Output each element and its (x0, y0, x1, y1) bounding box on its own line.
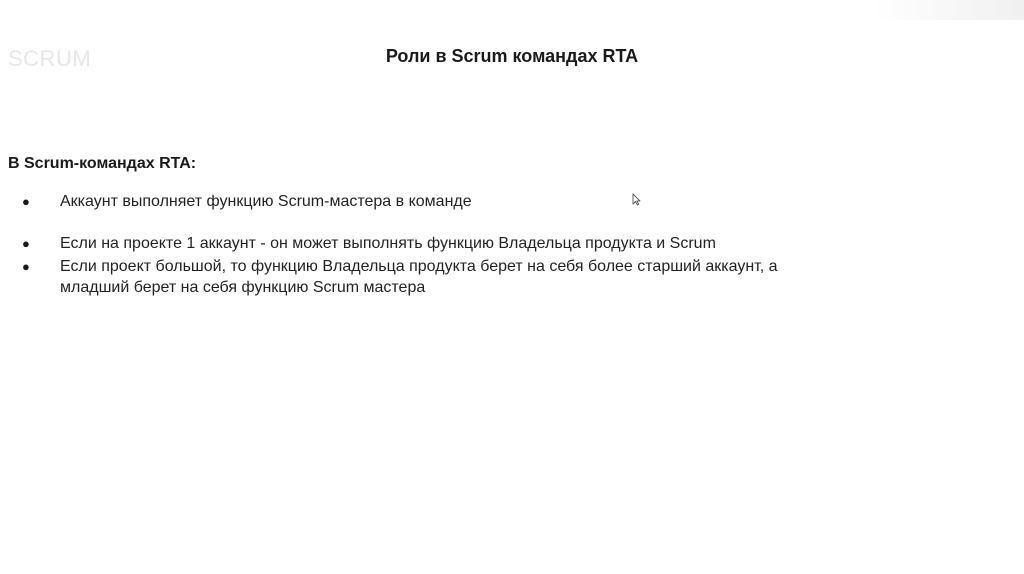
bullet-marker: ● (22, 259, 30, 274)
top-edge-shadow (874, 0, 1024, 20)
bullet-text: Аккаунт выполняет функцию Scrum-мастера в команде (60, 193, 472, 210)
bullet-text: Если проект большой, то функцию Владельца продукта берет на себя более старший аккаунт, а младший берет на себя функцию Scrum мастера (60, 258, 778, 296)
bullet-item-1 (22, 191, 820, 212)
bullet-item-3 (22, 256, 820, 298)
mouse-pointer-icon (632, 193, 641, 206)
section-heading: В Scrum-командах RTA: (8, 155, 197, 172)
bullet-item-2 (22, 233, 820, 254)
scrum-watermark: SCRUM (8, 46, 92, 71)
bullet-marker: ● (22, 236, 30, 251)
bullet-text: Если на проекте 1 аккаунт - он может выполнять функцию Владельца продукта и Scrum (60, 235, 716, 252)
slide-title: Роли в Scrum командах RTA (385, 46, 639, 66)
bullet-marker: ● (22, 194, 30, 209)
